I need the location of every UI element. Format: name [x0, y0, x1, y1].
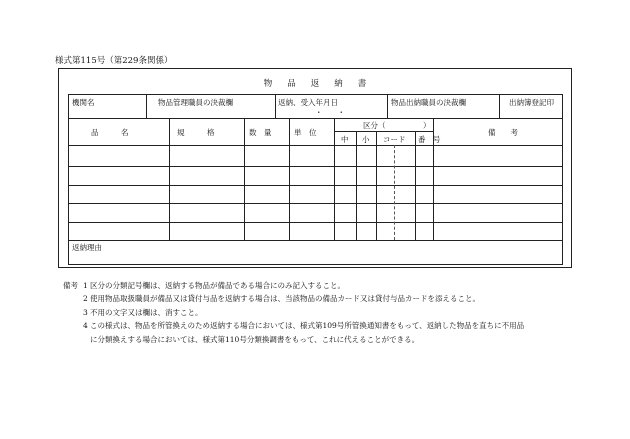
form-title: 物品返納書 [263, 79, 382, 89]
note-text: 区分の分類記号欄は、返納する物品が備品である場合にのみ記入すること。 [90, 281, 345, 290]
code-header: コード [383, 135, 406, 144]
code-dashed-line [394, 145, 395, 240]
manager-approval-label: 物品管理職員の決裁欄 [158, 98, 233, 107]
header-row-divider [69, 118, 562, 119]
notes-section [63, 279, 524, 346]
form-number: 様式第115号（第229条関係） [55, 56, 173, 66]
note-number: 1 [83, 281, 88, 290]
item-row-line [69, 203, 562, 204]
number-header: 番 号 [418, 135, 441, 144]
class-medium-header: 中 [341, 135, 349, 144]
header-row-line [275, 95, 276, 118]
class-subheader-divider [334, 131, 433, 132]
item-row-line [69, 166, 562, 167]
column-line [289, 118, 290, 240]
header-row-line [387, 95, 388, 118]
reason-divider [69, 240, 562, 241]
column-line [169, 118, 170, 240]
return-reason-label: 返納理由 [72, 243, 102, 252]
note-text-continued: に分類換えする場合においては、様式第110号分類換調書をもって、これに代えることができる。 [90, 334, 420, 344]
note-number: 4 [83, 321, 88, 331]
column-header-divider [69, 145, 562, 146]
column-line [244, 118, 245, 240]
return-form-frame [58, 68, 572, 268]
outgoing-approval-label: 物品出納職員の決裁欄 [391, 98, 466, 107]
quantity-header: 数 量 [249, 128, 272, 137]
item-name-header: 品 名 [91, 128, 129, 137]
remarks-header: 備 考 [488, 128, 518, 137]
note-text: 不用の文字又は欄は、消すこと。 [90, 307, 203, 317]
note-item [63, 319, 524, 346]
note-item [63, 306, 524, 319]
column-line [356, 131, 357, 240]
item-row-line [69, 222, 562, 223]
note-number: 3 [83, 307, 88, 317]
note-item [63, 279, 524, 292]
column-line [415, 131, 416, 240]
column-line [376, 131, 377, 240]
item-row-line [69, 185, 562, 186]
return-table [68, 94, 563, 265]
header-row-line [146, 95, 147, 118]
header-row-line [499, 95, 500, 118]
note-text: 使用物品取扱職員が備品又は貸付与品を返納する場合は、当該物品の備品カード又は貸付与品カードを添えること。 [90, 294, 480, 304]
class-header: 区分（ ） [363, 121, 431, 130]
column-line [334, 118, 335, 240]
notes-label: 備考 [63, 281, 78, 290]
note-text: この様式は、物品を所管換えのため返納する場合においては、様式第109号所管換通知書をもって、返納した物品を直ちに不用品 [90, 321, 525, 331]
note-number: 2 [83, 294, 88, 304]
return-date-label: 返納、受入年月日 [278, 98, 338, 107]
class-small-header: 小 [362, 135, 370, 144]
ledger-stamp-label: 出納簿登記印 [509, 98, 554, 107]
return-date-dots: ・ ・ [315, 108, 345, 117]
org-name-label: 機関名 [72, 98, 95, 107]
unit-header: 単 位 [294, 128, 317, 137]
spec-header: 規 格 [177, 128, 215, 137]
note-item [63, 292, 524, 305]
